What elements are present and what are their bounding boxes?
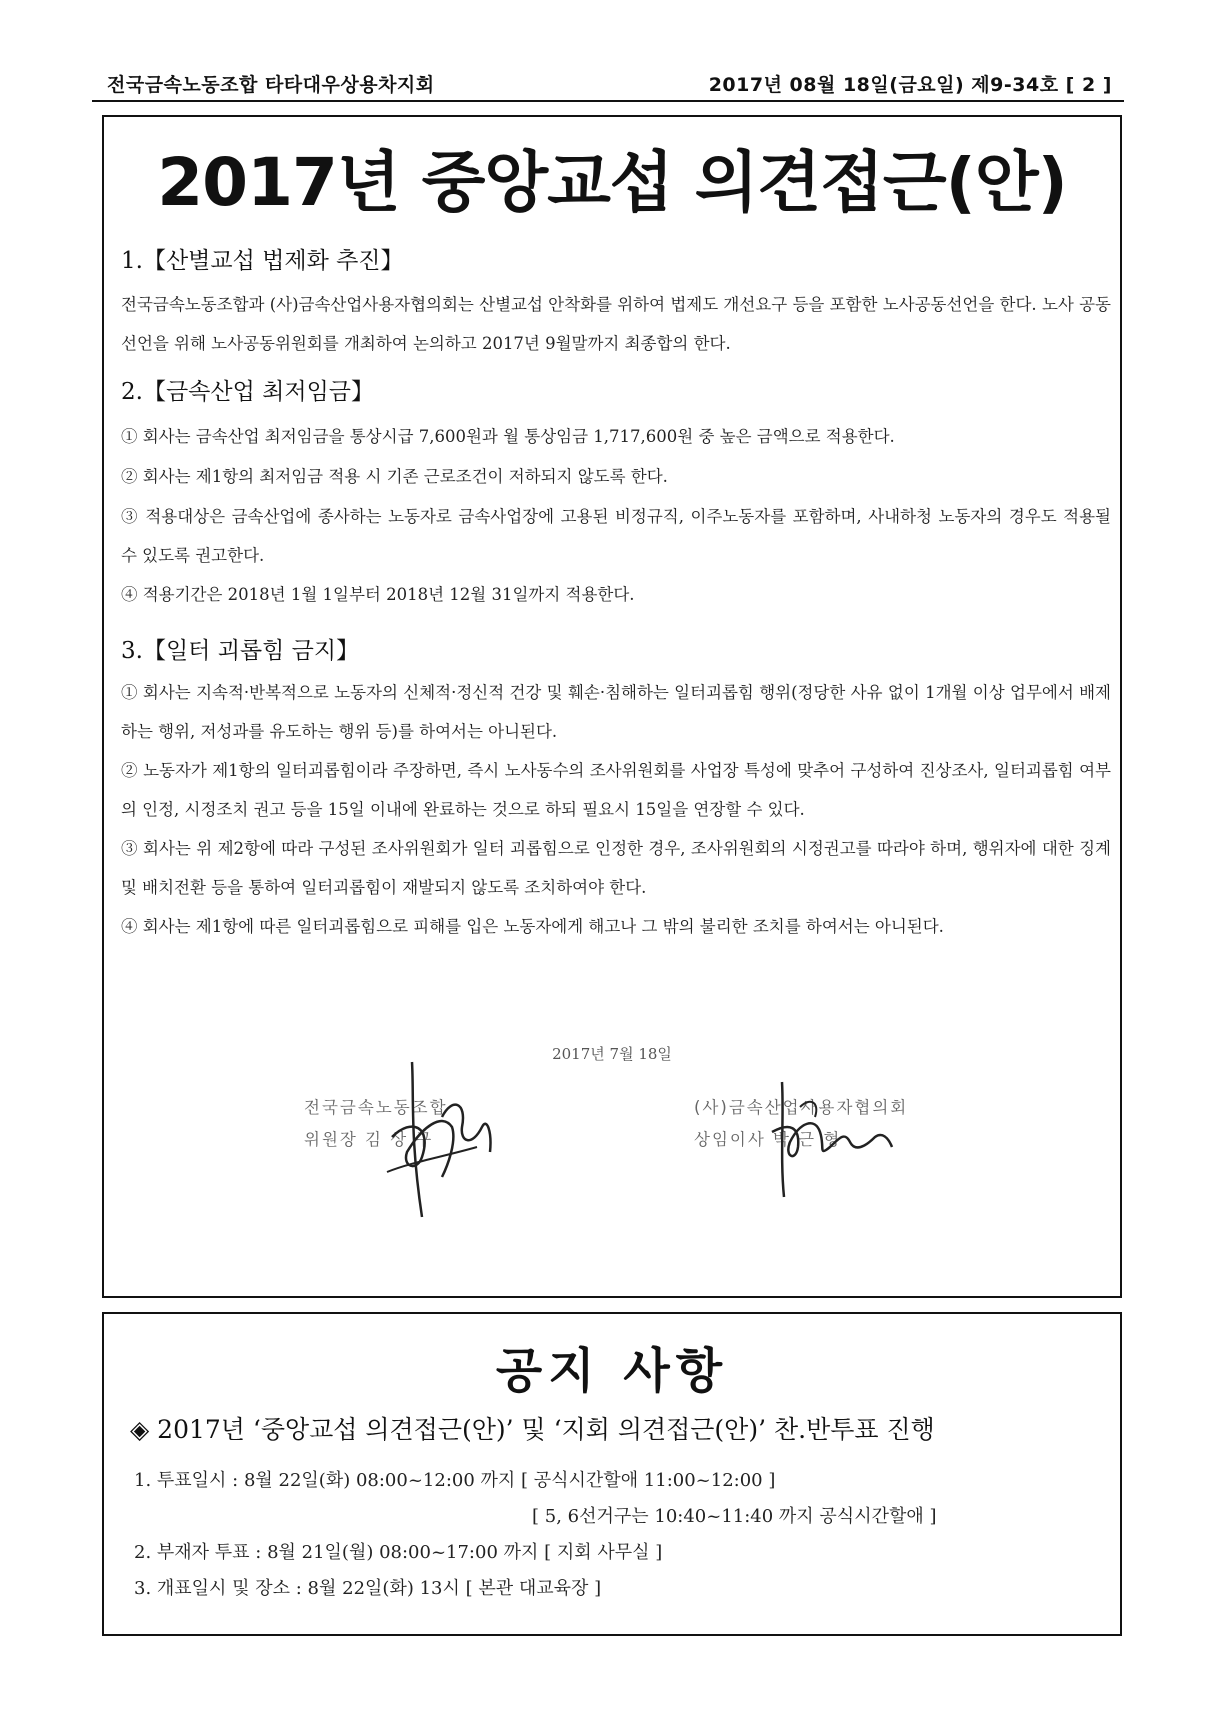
section-3-item-1: ① 회사는 지속적·반복적으로 노동자의 신체적·정신적 건강 및 훼손·침해하는 일터괴롭힘 행위(정당한 사유 없이 1개월 이상 업무에서 배제하는 행위, 저성과를 유도하는 행위 등)를 하여서는 아니된다. [121, 683, 1111, 741]
article-title: 2017년 중앙교섭 의견접근(안) [157, 144, 1067, 221]
union-signature [382, 1057, 502, 1227]
header-divider [92, 100, 1124, 102]
section-2-item-2: ② 회사는 제1항의 최저임금 적용 시 기존 근로조건이 저하되지 않도록 한다. [121, 467, 668, 486]
employer-person: 상임이사 박 근 형 [694, 1130, 842, 1149]
notice-subtitle: ◈ 2017년 ‘중앙교섭 의견접근(안)’ 및 ‘지회 의견접근(안)’ 찬.반투표 진행 [130, 1415, 935, 1444]
notice-item-2: 2. 부재자 투표 : 8월 21일(월) 08:00~17:00 까지 [ 지회 사무실 ] [134, 1542, 663, 1563]
section-3-item-4: ④ 회사는 제1항에 따른 일터괴롭힘으로 피해를 입은 노동자에게 해고나 그 밖의 불리한 조치를 하여서는 아니된다. [121, 917, 944, 936]
issue-info: 2017년 08월 18일(금요일) 제9-34호 [ 2 ] [708, 74, 1112, 96]
section-2-item-1: ① 회사는 금속산업 최저임금을 통상시급 7,600원과 월 통상임금 1,717,600원 중 높은 금액으로 적용한다. [121, 427, 895, 446]
notice-title: 공지 사항 [495, 1343, 729, 1399]
signing-date: 2017년 7월 18일 [552, 1045, 672, 1063]
section-2-item-4: ④ 적용기간은 2018년 1월 1일부터 2018년 12월 31일까지 적용한다. [121, 585, 635, 604]
notice-box [102, 1312, 1122, 1636]
publisher-name: 전국금속노동조합 타타대우상용차지회 [107, 74, 435, 96]
section-1-heading: 1.【산별교섭 법제화 추진】 [121, 248, 404, 274]
section-3-item-2: ② 노동자가 제1항의 일터괴롭힘이라 주장하면, 즉시 노사동수의 조사위원회를 사업장 특성에 맞추어 구성하여 진상조사, 일터괴롭힘 여부의 인정, 시정조치 권고 등을 15일 이내에 완료하는 것으로 하되 필요시 15일을 연장할 수 있다. [121, 761, 1111, 819]
section-2-item-3: ③ 적용대상은 금속산업에 종사하는 노동자로 금속사업장에 고용된 비정규직, 이주노동자를 포함하며, 사내하청 노동자의 경우도 적용될 수 있도록 권고한다. [121, 507, 1111, 565]
notice-item-1: 1. 투표일시 : 8월 22일(화) 08:00~12:00 까지 [ 공식시간할애 11:00~12:00 ] [134, 1470, 776, 1491]
employer-signature [770, 1077, 900, 1207]
section-3-item-3: ③ 회사는 위 제2항에 따라 구성된 조사위원회가 일터 괴롭힘으로 인정한 경우, 조사위원회의 시정권고를 따라야 하며, 행위자에 대한 징계 및 배치전환 등을 통하여 일터괴롭힘이 재발되지 않도록 조치하여야 한다. [121, 839, 1111, 897]
union-person: 위원장 김 상 구 [304, 1130, 434, 1149]
union-org: 전국금속노동조합 [304, 1098, 448, 1117]
page-header [92, 70, 1122, 96]
notice-item-1-note: [ 5, 6선거구는 10:40~11:40 까지 공식시간할애 ] [532, 1506, 937, 1527]
section-3-heading: 3.【일터 괴롭힘 금지】 [121, 638, 360, 664]
notice-item-3: 3. 개표일시 및 장소 : 8월 22일(화) 13시 [ 본관 대교육장 ] [134, 1578, 602, 1599]
employer-org: (사)금속산업사용자협의회 [694, 1098, 909, 1117]
section-2-heading: 2.【금속산업 최저임금】 [121, 379, 374, 405]
section-1-paragraph: 전국금속노동조합과 (사)금속산업사용자협의회는 산별교섭 안착화를 위하여 법제도 개선요구 등을 포함한 노사공동선언을 한다. 노사 공동선언을 위해 노사공동위원회를 개최하여 논의하고 2017년 9월말까지 최종합의 한다. [121, 295, 1111, 353]
agreement-article [102, 115, 1122, 1298]
